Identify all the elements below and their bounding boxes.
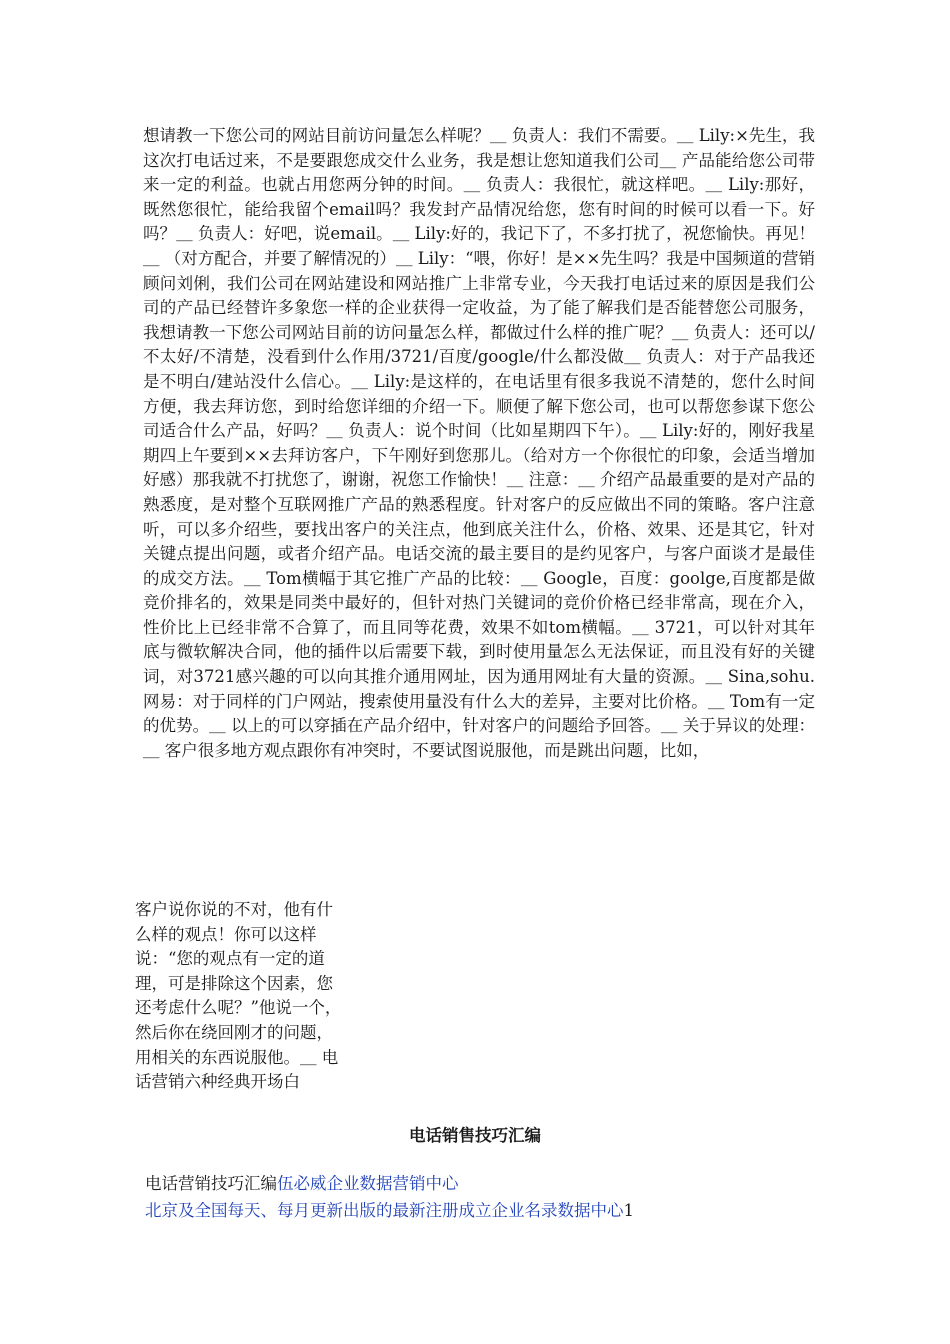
footer-doc-name: 电话营销技巧汇编 [145,1174,277,1193]
page-number: 1 [623,1201,634,1220]
footer-line-2 [145,1197,865,1224]
footer-link-data-center[interactable]: 伍必威企业数据营销中心 [277,1174,459,1193]
body-paragraph-narrow: 客户说你说的不对，他有什么样的观点！你可以这样说：“您的观点有一定的道理，可是排除这个因素，您还考虑什么呢？”他说一个，然后你在绕回刚才的问题，用相关的东西说服他。＿ 电话营销六种经典开场白 [135,900,342,1092]
footer-line-1 [145,1170,865,1197]
footer-link-enterprise-directory[interactable]: 北京及全国每天、每月更新出版的最新注册成立企业名录数据中心 [145,1201,624,1220]
footer [145,1170,865,1224]
document-title: 电话销售技巧汇编 [409,1126,541,1145]
body-paragraph-main: 想请教一下您公司的网站目前访问量怎么样呢？＿ 负责人：我们不需要。＿ Lily:×先生，我这次打电话过来，不是要跟您成交什么业务，我是想让您知道我们公司＿ 产品能给您公司带来一定的利益。也就占用您两分钟的时间。＿ 负责人：我很忙，就这样吧。＿ Lily:那好，既然您很忙，能给我留个email吗？我发封产品情况给您，您有时间的时候可以看一下。好吗？＿ 负责人：好吧，说email。＿ Lily:好的，我记下了，不多打扰了，祝您愉快。再见！＿ （对方配合，并要了解情况的）＿ Lily：“喂，你好！是××先生吗？我是中国频道的营销顾问刘俐，我们公司在网站建设和网站推广上非常专业，今天我打电话过来的原因是我们公司的产品已经替许多象您一样的企业获得一定收益，为了能了解我们是否能替您公司服务，我想请教一下您公司网站目前的访问量怎么样，都做过什么样的推广呢？＿ 负责人：还可以/不太好/不清楚，没看到什么作用/3721/百度/google/什么都没做＿ 负责人：对于产品我还是不明白/建站没什么信心。＿ Lily:是这样的，在电话里有很多我说不清楚的，您什么时间方便，我去拜访您，到时给您详细的介绍一下。顺便了解下您公司，也可以帮您参谋下您公司适合什么产品，好吗？＿ 负责人：说个时间（比如星期四下午）。＿ Lily:好的，刚好我星期四上午要到××去拜访客户，下午刚好到您那儿。（给对方一个你很忙的印象，会适当增加好感）那我就不打扰您了，谢谢，祝您工作愉快！＿ 注意：＿ 介绍产品最重要的是对产品的熟悉度，是对整个互联网推广产品的熟悉程度。针对客户的反应做出不同的策略。客户注意听，可以多介绍些，要找出客户的关注点，他到底关注什么，价格、效果、还是其它，针对关键点提出问题，或者介绍产品。电话交流的最主要目的是约见客户，与客户面谈才是最佳的成交方法。＿ Tom横幅于其它推广产品的比较：＿ Google，百度：goolge,百度都是做竞价排名的，效果是同类中最好的，但针对热门关键词的竞价价格已经非常高，现在介入，性价比上已经非常不合算了，而且同等花费，效果不如tom横幅。＿ 3721，可以针对其年底与微软解决合同，他的插件以后需要下载，到时使用量怎么无法保证，而且没有好的关键词，对3721感兴趣的可以向其推介通用网址，因为通用网址有大量的资源。＿ Sina,sohu.网易：对于同样的门户网站，搜索使用量没有什么大的差异，主要对比价格。＿ Tom有一定的优势。＿ 以上的可以穿插在产品介绍中，针对客户的问题给予回答。＿ 关于异议的处理：＿ 客户很多地方观点跟你有冲突时，不要试图说服他，而是跳出问题，比如， [143,126,815,760]
